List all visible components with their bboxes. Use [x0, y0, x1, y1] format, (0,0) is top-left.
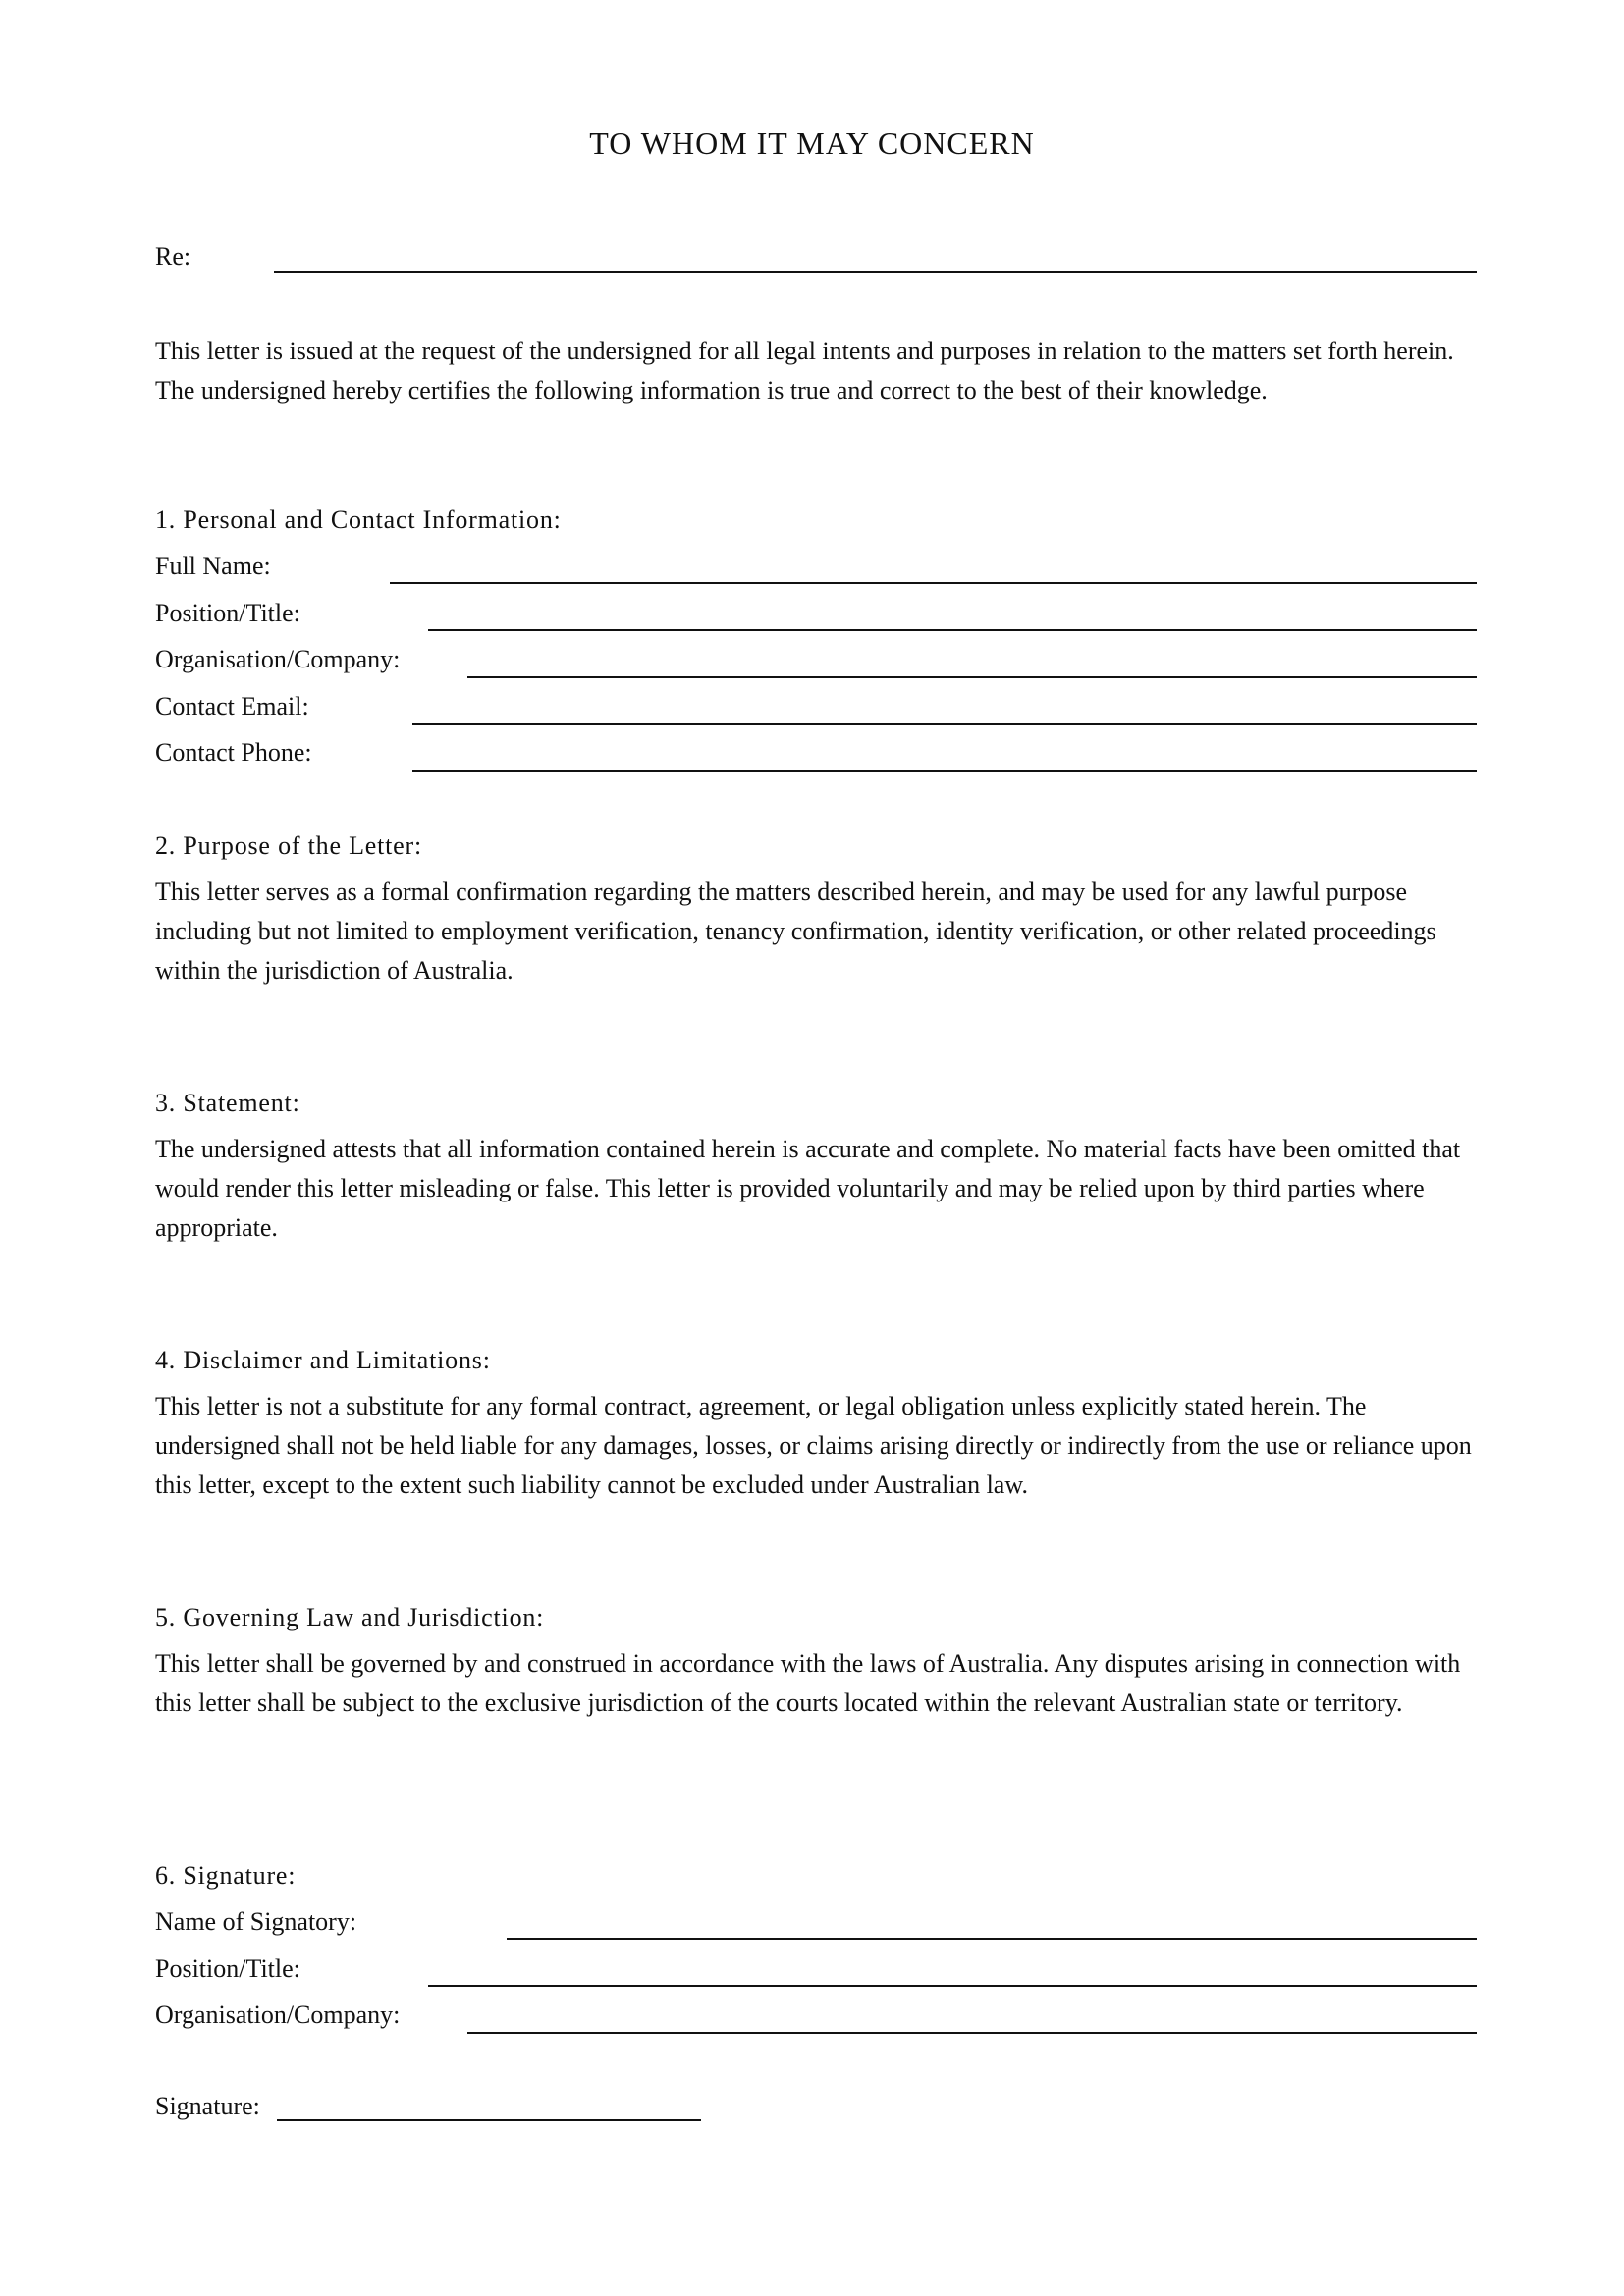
full-name-input-line[interactable] [390, 582, 1477, 584]
re-label: Re: [155, 242, 191, 271]
position-title-input-line[interactable] [428, 629, 1477, 631]
section-1-heading: 1. Personal and Contact Information: [155, 506, 562, 534]
contact-email-field [155, 687, 1477, 726]
contact-phone-field [155, 733, 1477, 773]
signatory-position-field [155, 1949, 1477, 1989]
signatory-name-field [155, 1902, 1477, 1942]
section-3-body: The undersigned attests that all information contained herein is accurate and complete. No material facts have been omitted that would render this letter misleading or false. This letter is provided voluntarily and may be relied upon by third parties where appropriate. [155, 1135, 1461, 1242]
signatory-position-label: Position/Title: [155, 1954, 300, 1983]
intro-paragraph: This letter is issued at the request of the undersigned for all legal intents and purposes in relation to the matters set forth herein. The undersigned hereby certifies the following information is true and correct to the best of their knowledge. [155, 337, 1454, 404]
section-6-heading: 6. Signature: [155, 1861, 297, 1890]
position-title-field [155, 594, 1477, 633]
signatory-organisation-label: Organisation/Company: [155, 2001, 401, 2029]
re-field [155, 238, 1477, 277]
organisation-company-label: Organisation/Company: [155, 645, 401, 673]
re-input-line[interactable] [274, 271, 1477, 273]
signatory-organisation-field [155, 1996, 1477, 2035]
section-4-body: This letter is not a substitute for any formal contract, agreement, or legal obligation unless explicitly stated herein. The undersigned shall not be held liable for any damages, losses, or claims arising directly or indirectly from the use or reliance upon this letter, except to the extent such liability cannot be excluded under Australian law. [155, 1392, 1472, 1499]
signature-field [155, 2087, 744, 2126]
section-3-heading: 3. Statement: [155, 1089, 300, 1117]
full-name-label: Full Name: [155, 552, 271, 580]
contact-email-label: Contact Email: [155, 692, 309, 721]
signature-label: Signature: [155, 2092, 260, 2120]
section-4-heading: 4. Disclaimer and Limitations: [155, 1346, 491, 1374]
signatory-name-input-line[interactable] [507, 1938, 1477, 1940]
section-5-heading: 5. Governing Law and Jurisdiction: [155, 1603, 545, 1631]
organisation-company-input-line[interactable] [467, 676, 1477, 678]
contact-phone-label: Contact Phone: [155, 738, 312, 767]
position-title-label: Position/Title: [155, 599, 300, 627]
section-5-body: This letter shall be governed by and construed in accordance with the laws of Australia. Any disputes arising in connection with this letter shall be subject to the exclusive jurisdiction of the courts located within the relevant Australian state or territory. [155, 1649, 1461, 1717]
contact-email-input-line[interactable] [412, 723, 1477, 725]
document-title: TO WHOM IT MAY CONCERN [589, 126, 1035, 161]
signature-input-line[interactable] [277, 2119, 701, 2121]
section-2-body: This letter serves as a formal confirmation regarding the matters described herein, and may be used for any lawful purpose including but not limited to employment verification, tenancy confirmation, identity verification, or other related proceedings within the jurisdiction of Australia. [155, 878, 1436, 985]
full-name-field [155, 547, 1477, 586]
signatory-organisation-input-line[interactable] [467, 2032, 1477, 2034]
signatory-position-input-line[interactable] [428, 1985, 1477, 1987]
section-2-heading: 2. Purpose of the Letter: [155, 831, 422, 860]
organisation-company-field [155, 640, 1477, 679]
contact-phone-input-line[interactable] [412, 770, 1477, 772]
signatory-name-label: Name of Signatory: [155, 1907, 357, 1936]
